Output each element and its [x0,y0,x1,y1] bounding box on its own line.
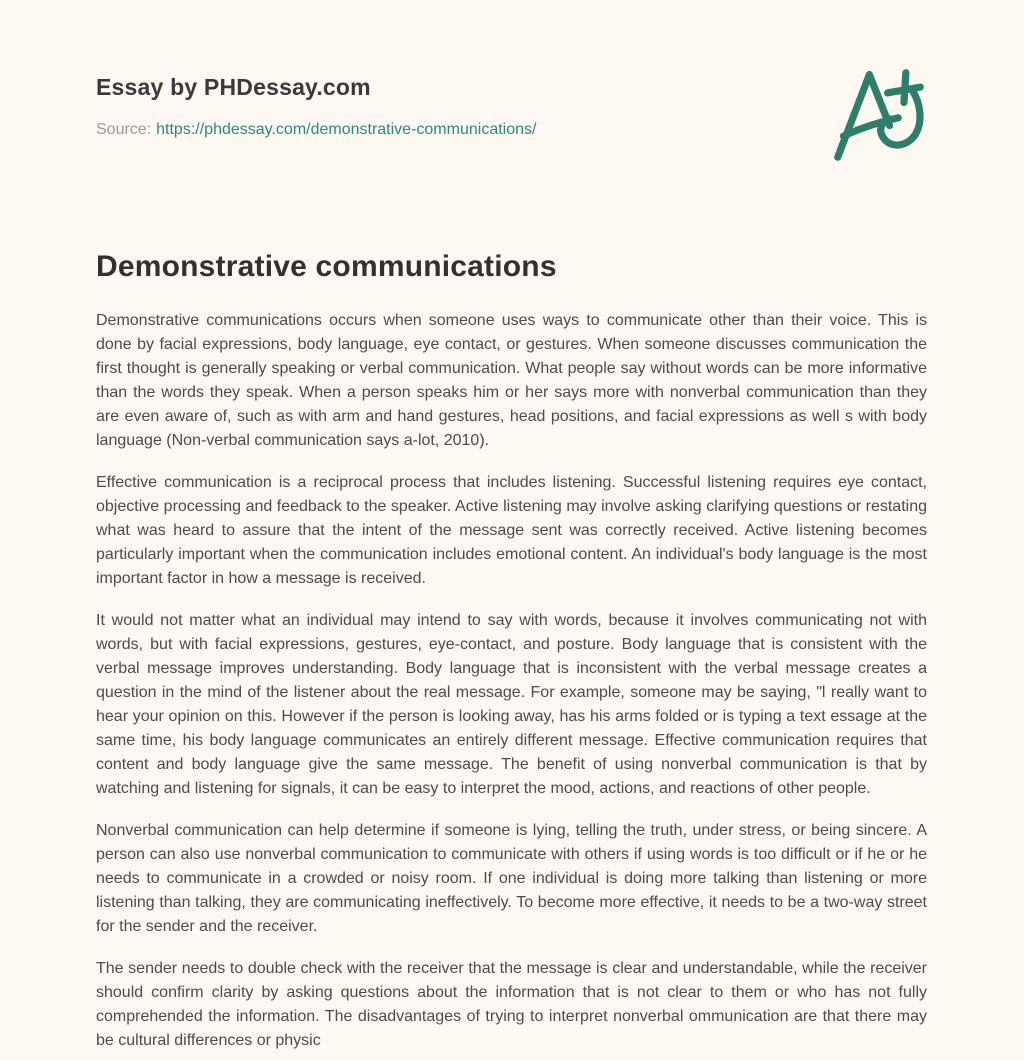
source-line [96,121,536,139]
source-label: Source: [96,121,152,138]
site-title: Essay by PHDessay.com [96,74,371,100]
header-text-block [96,66,536,139]
essay-paragraph-4: Nonverbal communication can help determine if someone is lying, telling the truth, under stress, or being sincere. A person can also use nonverbal communication to communicate with others if using words is too difficult or if he or he needs to communicate in a crowded or noisy room. If one individual is doing more talking than listening or more listening than talking, they are communicating ineffectively. To become more effective, it needs to be a two-way street for the sender and the receiver. [96,822,927,935]
essay-paragraph-1: Demonstrative communications occurs when someone uses ways to communicate other than their voice. This is done by facial expressions, body language, eye contact, or gestures. When someone discusses communication the first thought is generally speaking or verbal communication. What people say without words can be more informative than the words they speak. When a person speaks him or her says more with nonverbal communication than they are even aware of, such as with arm and hand gestures, head positions, and facial expressions as well s with body language (Non-verbal communication says a-lot, 2010). [96,312,927,449]
essay-title: Demonstrative communications [96,250,557,283]
essay-body [96,309,927,1053]
a-plus-logo-icon [831,66,927,165]
essay-paragraph-5: The sender needs to double check with the receiver that the message is clear and understandable, while the receiver should confirm clarity by asking questions about the information that is not clear to them or who has not fully comprehended the information. The disadvantages of trying to interpret nonverbal ommunication are that there may be cultural differences or physic [96,960,927,1049]
page-header [96,66,927,165]
essay-paragraph-3: It would not matter what an individual may intend to say with words, because it involves communicating not with words, but with facial expressions, gestures, eye-contact, and posture. Body language that is consistent with the verbal message improves understanding. Body language that is inconsistent with the verbal message creates a question in the mind of the listener about the real message. For example, someone may be saying, "l really want to hear your opinion on this. However if the person is looking away, has his arms folded or is typing a text essage at the same time, his body language communicates an entirely different message. Effective communication requires that content and body language give the same message. The benefit of using nonverbal communication is that by watching and listening for signals, it can be easy to interpret the mood, actions, and reactions of other people. [96,612,927,797]
source-url-link[interactable]: https://phdessay.com/demonstrative-communications/ [156,121,537,138]
essay-paragraph-2: Effective communication is a reciprocal process that includes listening. Successful listening requires eye contact, objective processing and feedback to the speaker. Active listening may involve asking clarifying questions or restating what was heard to assure that the intent of the message sent was correctly received. Active listening becomes particularly important when the communication includes emotional content. An individual's body language is the most important factor in how a message is received. [96,474,927,587]
